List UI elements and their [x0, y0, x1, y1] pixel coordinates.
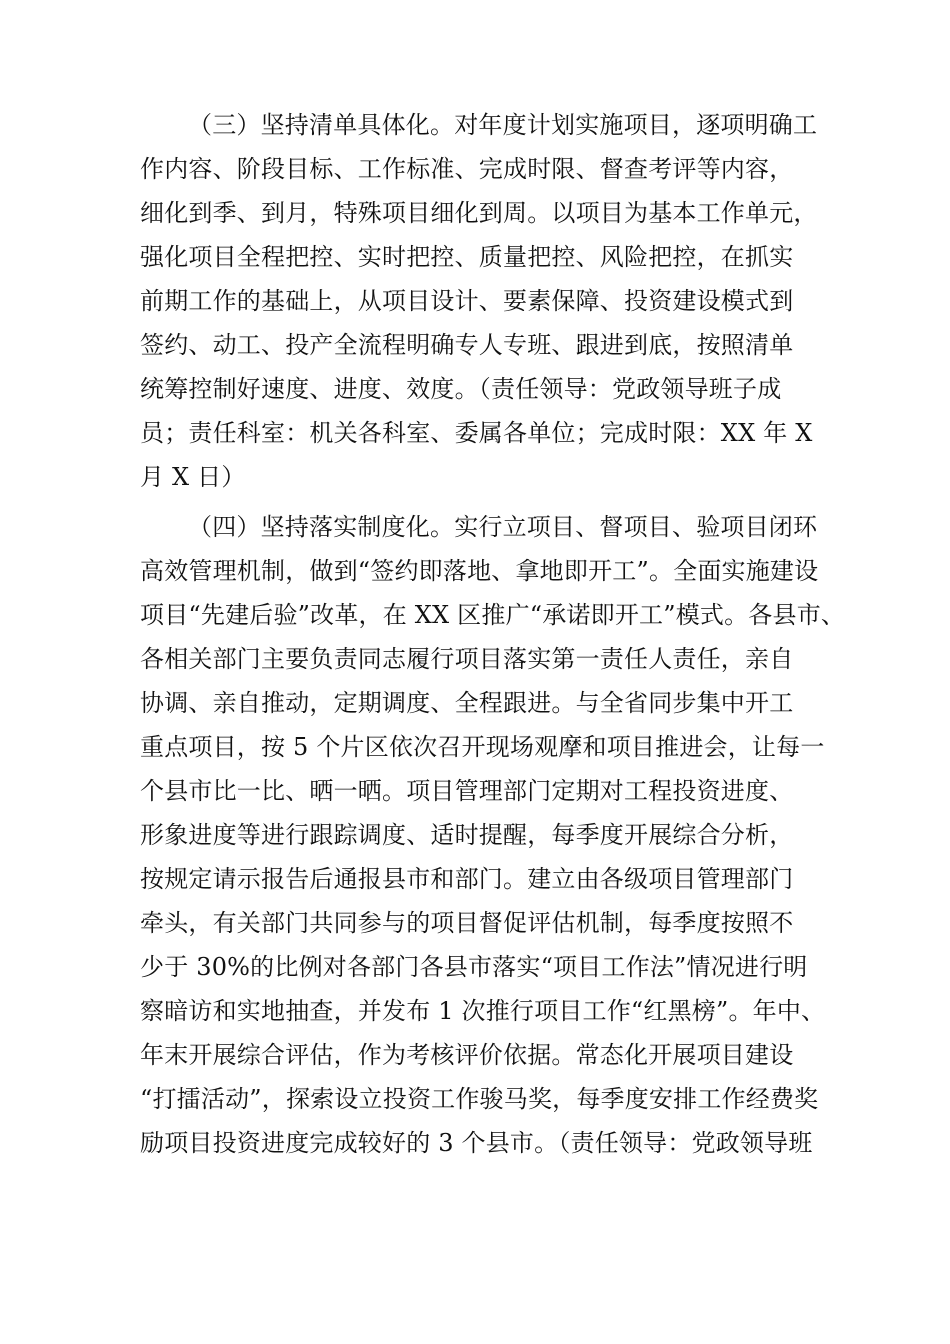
paragraph-line: 察暗访和实地抽查，并发布 1 次推行项目工作“红黑榜”。年中、	[140, 997, 826, 1025]
paragraph-line: “打擂活动”，探索设立投资工作骏马奖，每季度安排工作经费奖	[140, 1085, 819, 1113]
paragraph-line: 前期工作的基础上，从项目设计、要素保障、投资建设模式到	[140, 287, 794, 315]
paragraph-line: （四）坚持落实制度化。实行立项目、督项目、验项目闭环	[188, 513, 818, 541]
paragraph-line: 签约、动工、投产全流程明确专人专班、跟进到底，按照清单	[140, 331, 794, 359]
paragraph-line: 月 X 日）	[140, 463, 246, 491]
paragraph-line: 各相关部门主要负责同志履行项目落实第一责任人责任，亲自	[140, 645, 794, 673]
paragraph-line: 少于 30%的比例对各部门各县市落实“项目工作法”情况进行明	[140, 953, 808, 981]
paragraph-line: 高效管理机制，做到“签约即落地、拿地即开工”。全面实施建设	[140, 557, 819, 585]
paragraph-line: 统筹控制好速度、进度、效度。（责任领导：党政领导班子成	[140, 375, 782, 403]
paragraph-line: 强化项目全程把控、实时把控、质量把控、风险把控，在抓实	[140, 243, 794, 271]
paragraph-line: 细化到季、到月，特殊项目细化到周。以项目为基本工作单元，	[140, 199, 818, 227]
paragraph-line: 项目“先建后验”改革，在 XX 区推广“承诺即开工”模式。各县市、	[140, 601, 846, 629]
paragraph-line: 按规定请示报告后通报县市和部门。建立由各级项目管理部门	[140, 865, 794, 893]
paragraph-line: （三）坚持清单具体化。对年度计划实施项目，逐项明确工	[188, 111, 818, 139]
paragraph-line: 年末开展综合评估，作为考核评价依据。常态化开展项目建设	[140, 1041, 794, 1069]
paragraph-line: 个县市比一比、晒一晒。项目管理部门定期对工程投资进度、	[140, 777, 794, 805]
paragraph-line: 形象进度等进行跟踪调度、适时提醒，每季度开展综合分析，	[140, 821, 794, 849]
paragraph-line: 重点项目，按 5 个片区依次召开现场观摩和项目推进会，让每一	[140, 733, 825, 761]
paragraph-line: 牵头，有关部门共同参与的项目督促评估机制，每季度按照不	[140, 909, 794, 937]
paragraph-line: 作内容、阶段目标、工作标准、完成时限、督查考评等内容，	[140, 155, 794, 183]
paragraph-line: 励项目投资进度完成较好的 3 个县市。（责任领导：党政领导班	[140, 1129, 813, 1157]
paragraph-line: 协调、亲自推动，定期调度、全程跟进。与全省同步集中开工	[140, 689, 794, 717]
paragraph-line: 员；责任科室：机关各科室、委属各单位；完成时限：XX 年 X	[140, 419, 813, 447]
